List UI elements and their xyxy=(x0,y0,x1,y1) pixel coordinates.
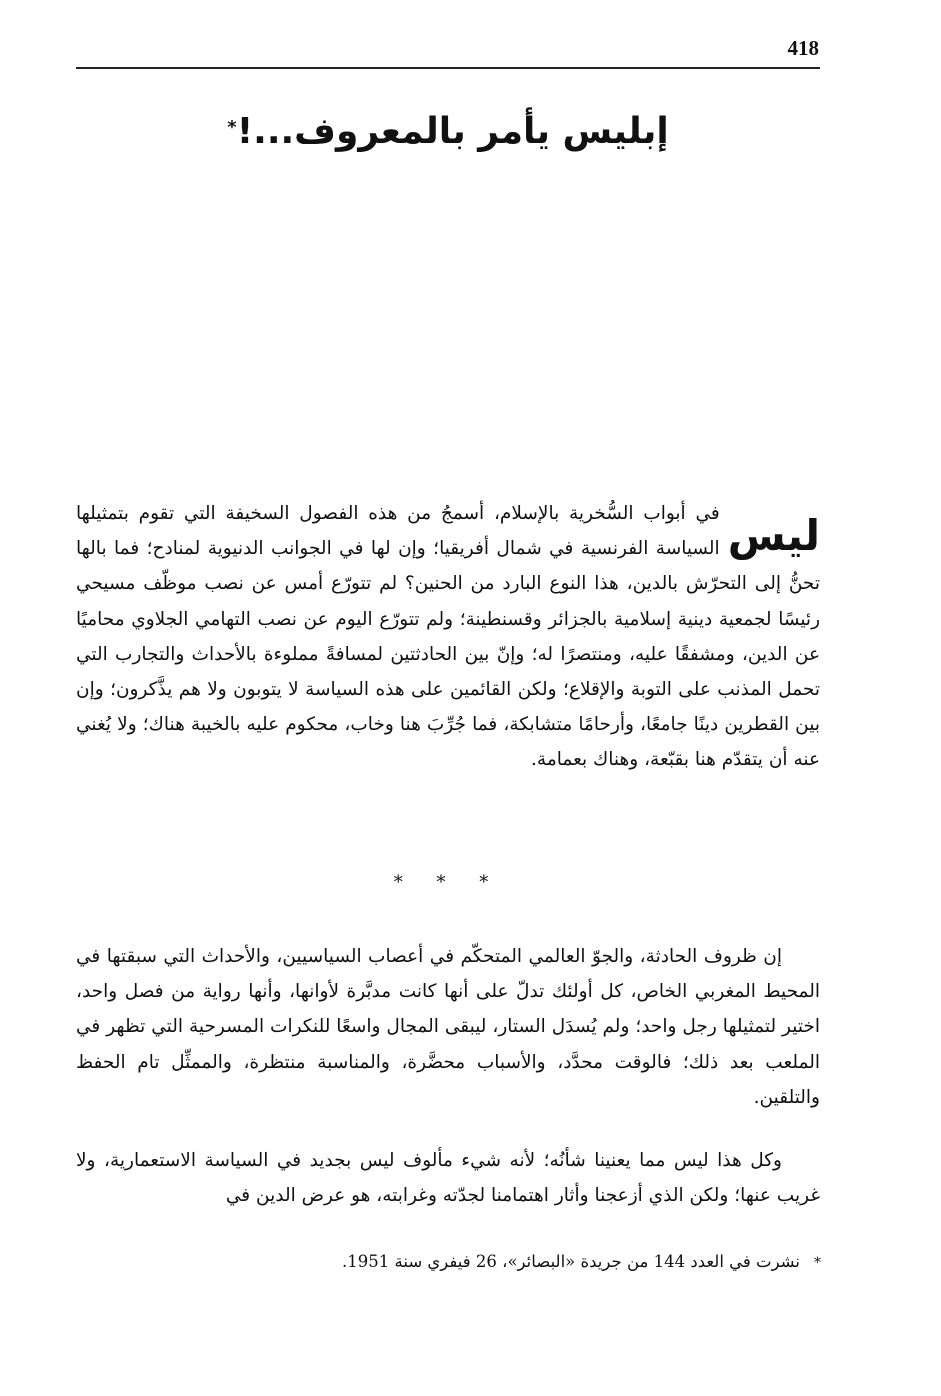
paragraph-opening xyxy=(76,496,820,778)
footnote xyxy=(181,1248,821,1277)
section-separator: * * * xyxy=(393,872,503,893)
drop-cap-word: ليس xyxy=(727,511,820,560)
paragraph-third: وكل هذا ليس مما يعنينا شأنُه؛ لأنه شيء مألوف ليس بجديد في السياسة الاستعمارية، ولا غريب عنها؛ ولكن الذي أزعجنا وأثار اهتمامنا لجدّته وغرابته، هو عرض الدين في xyxy=(76,1150,820,1207)
page-number: 418 xyxy=(787,36,819,60)
header-rule xyxy=(76,67,820,69)
paragraph-second: إن ظروف الحادثة، والجوّ العالمي المتحكّم في أعصاب السياسيين، والأحداث التي سبقتها في المحيط المغربي الخاص، كل أولئك تدلّ على أنها كانت مدبَّرة لأوانها، وأنها رواية من فصل واحد، اختير لتمثيلها رجل واحد؛ ولم يُسدَل الستار، ليبقى المجال واسعًا للنكرات المسرحية التي تظهر في الملعب بعد ذلك؛ فالوقت محدَّد، والأسباب محضَّرة، والمناسبة منتظرة، والممثِّل تام الحفظ والتلقين. xyxy=(76,946,820,1108)
title-footnote-mark: * xyxy=(227,117,237,138)
footnote-text: نشرت في العدد 144 من جريدة «البصائر»، 26 فيفري سنة 1951. xyxy=(342,1252,800,1271)
chapter-title xyxy=(76,102,820,162)
paragraph-opening-text: في أبواب السُّخرية بالإسلام، أسمجُ من هذه الفصول السخيفة التي تقوم بتمثيلها السياسة الفرنسية في شمال أفريقيا؛ وإن لها في الجوانب الدنيوية لمنادح؛ فما بالها تحنُّ إلى التحرّش بالدين، هذا النوع البارد من الحنين؟ لم تتورّع أمس عن نصب موظّف مسيحي رئيسًا لجمعية دينية إسلامية بالجزائر وقسنطينة؛ ولم تتورّع اليوم عن نصب التهامي الجلاوي محاميًا عن الدين، ومشفقًا عليه، ومنتصرًا له؛ وإنّ بين الحادثتين لمسافةً مملوءة بالأحداث والتجارب التي تحمل المذنب على التوبة والإقلاع؛ ولكن القائمين على هذه السياسة لا يتوبون ولا هم يذَّكرون؛ وإن بين القطرين دينًا جامعًا، وأرحامًا متشابكة، فما جُرِّبَ هنا وخاب، محكوم عليه بالخيبة هناك؛ ولا يُغني عنه أن يتقدّم هنا بقبّعة، وهناك بعمامة. xyxy=(76,503,820,771)
footnote-mark: * xyxy=(814,1255,821,1271)
chapter-title-text: إبليس يأمر بالمعروف...! xyxy=(236,111,669,152)
